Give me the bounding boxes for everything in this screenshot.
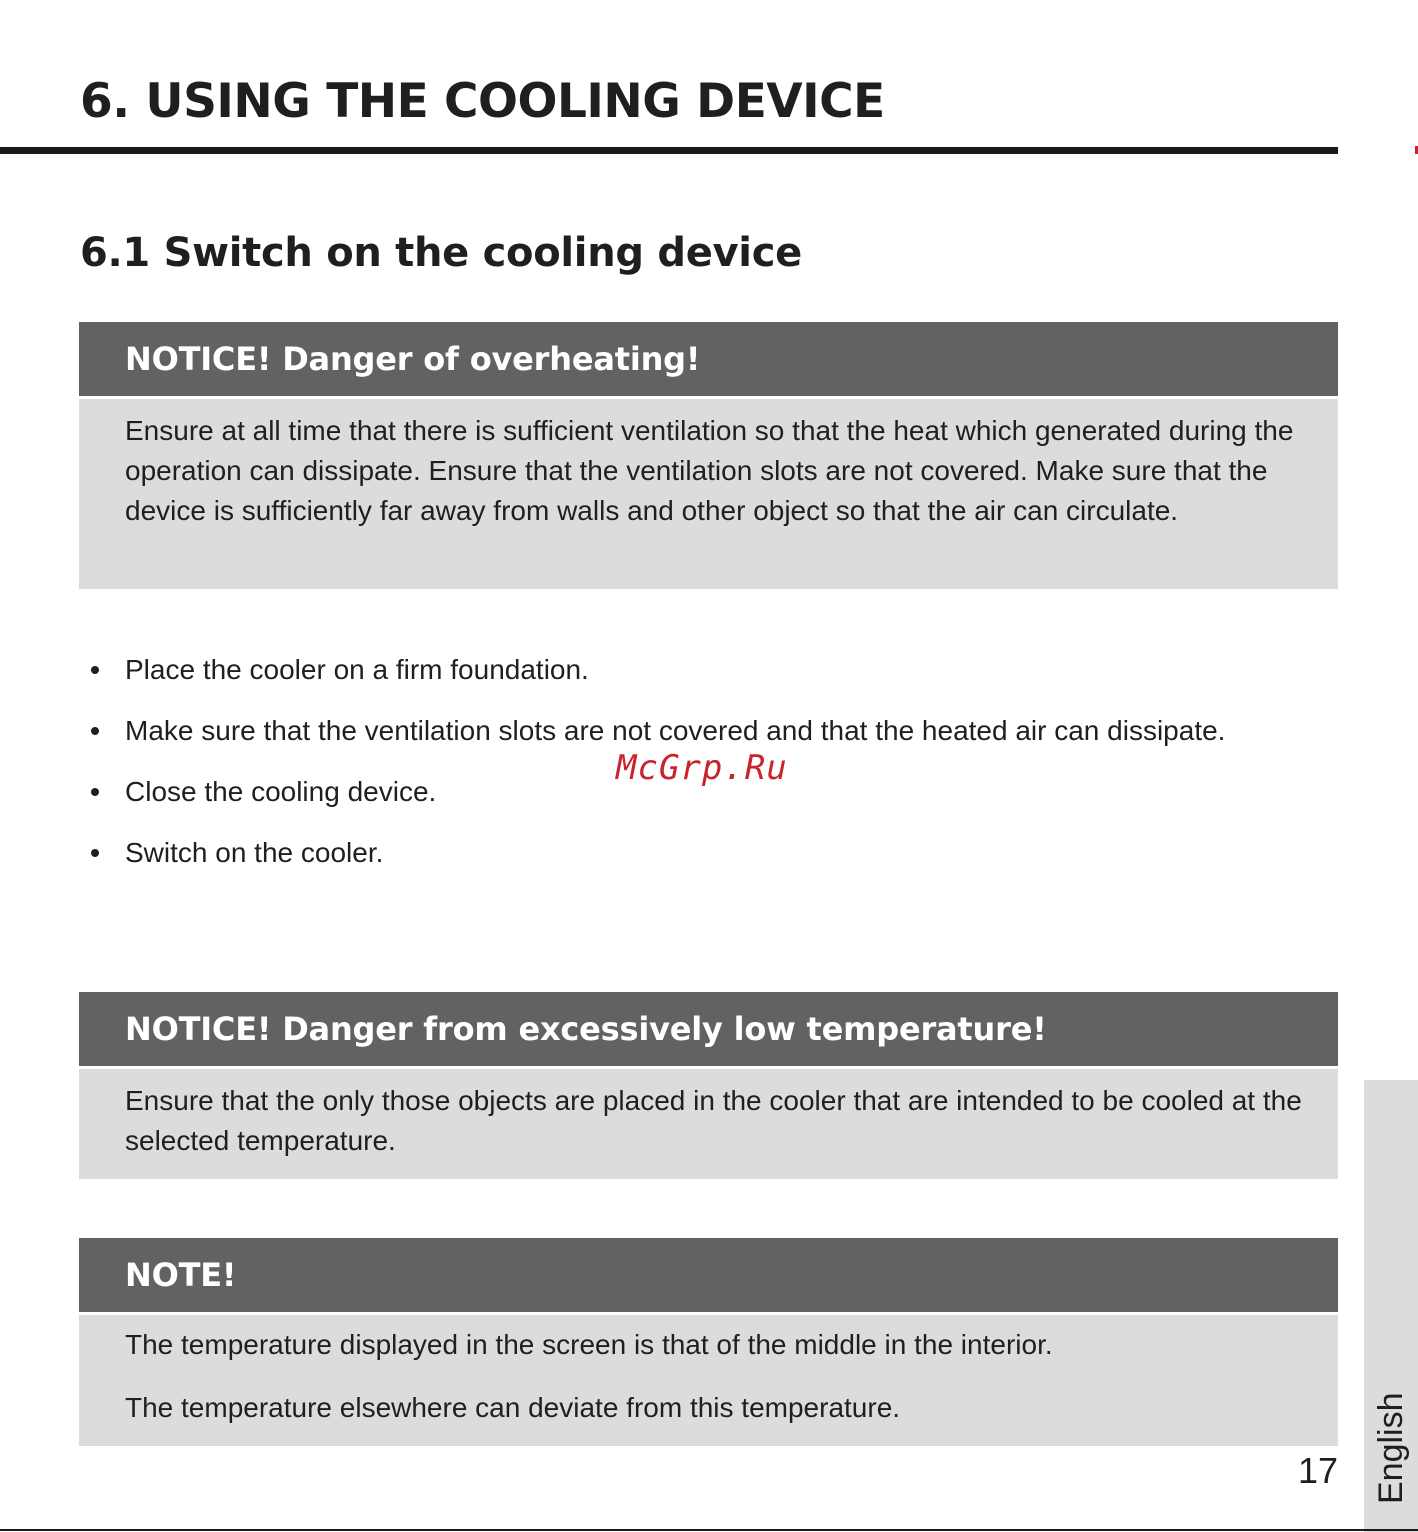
bullet-icon (91, 849, 99, 857)
bullet-icon (91, 788, 99, 796)
notice-heading: NOTE! (79, 1238, 1338, 1312)
bullet-icon (91, 666, 99, 674)
page-number: 17 (1297, 1450, 1338, 1491)
step-text: Close the cooling device. (125, 776, 437, 807)
section-title: 6.1 Switch on the cooling device (80, 230, 802, 276)
list-item (0, 650, 1338, 689)
step-text: Place the cooler on a firm foundation. (125, 654, 589, 685)
chapter-divider (0, 147, 1338, 154)
notice-body (79, 1069, 1338, 1179)
notice-paragraph: Ensure at all time that there is sufficient ventilation so that the heat which generated during the operation can dissipate. Ensure that the ventilation slots are not covered. Make sure that the device is sufficiently far away from walls and other object so that the air can circulate. (125, 415, 1294, 526)
language-tab-label: English (1372, 1392, 1410, 1504)
chapter-title: 6. USING THE COOLING DEVICE (80, 74, 885, 129)
step-text: Switch on the cooler. (125, 837, 384, 868)
list-item (0, 711, 1338, 750)
notice-body (79, 399, 1338, 589)
footer-divider (0, 1529, 1418, 1531)
notice-low-temperature (79, 992, 1338, 1179)
bullet-icon (91, 727, 99, 735)
list-item (0, 833, 1338, 872)
notice-heading: NOTICE! Danger of overheating! (79, 322, 1338, 396)
watermark: McGrp.Ru (616, 748, 788, 788)
language-tab (1364, 1080, 1418, 1532)
notice-overheating (79, 322, 1338, 589)
notice-body (79, 1315, 1338, 1446)
note-temperature-display (79, 1238, 1338, 1446)
notice-paragraph: The temperature displayed in the screen is that of the middle in the interior. (125, 1329, 1053, 1360)
notice-paragraph: Ensure that the only those objects are placed in the cooler that are intended to be cooled at the selected temperature. (125, 1085, 1302, 1156)
notice-paragraph: The temperature elsewhere can deviate from this temperature. (125, 1392, 901, 1423)
step-text: Make sure that the ventilation slots are not covered and that the heated air can dissipate. (125, 715, 1226, 746)
notice-heading: NOTICE! Danger from excessively low temperature! (79, 992, 1338, 1066)
